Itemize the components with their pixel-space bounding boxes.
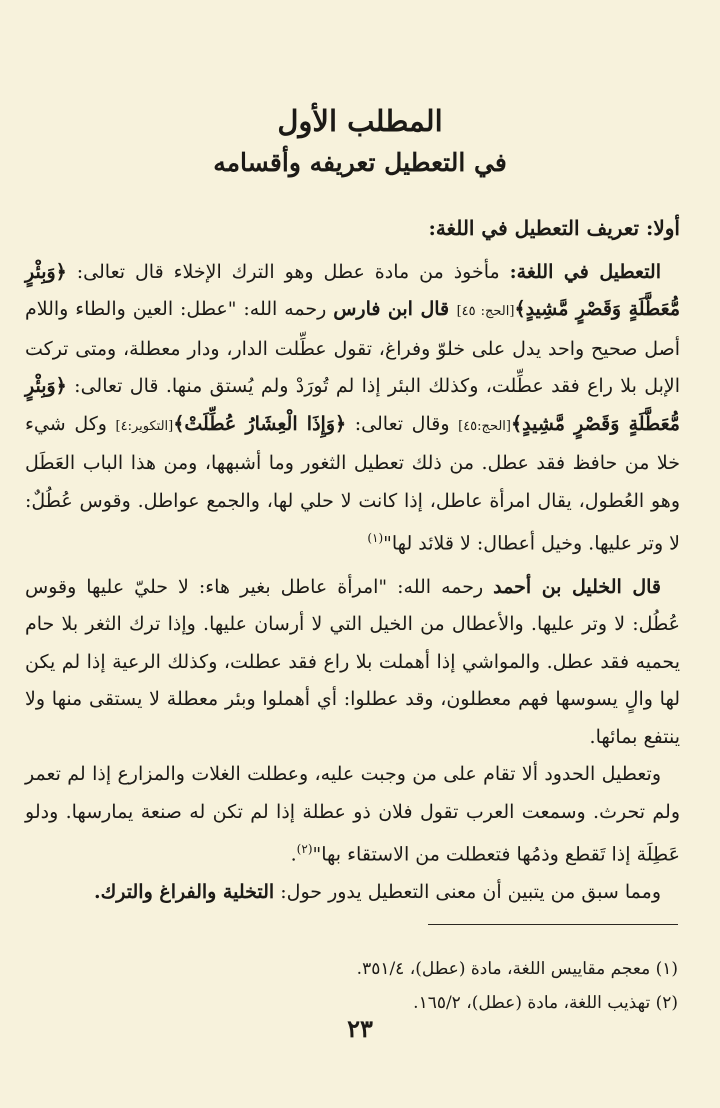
verse-reference: [الحج: ٤٥]	[456, 304, 515, 319]
chapter-subheading: في التعطيل تعريفه وأقسامه	[213, 148, 507, 177]
text-segment: وتعطيل الحدود ألا تقام على من وجبت عليه، وعطلت الغلات والمزارع إذا لم تعمر ولم تحرث. وسمعت العرب تقول فلان ذو عطلة إذا لم تكن له صنعة يمارسها. ودلو عَطِلَة إذا تَقطع وذمُها فتعطلت من الاستقاء بها"	[25, 763, 680, 866]
footnote-marker[interactable]: (٢)	[296, 842, 313, 857]
verse-reference: [الحج:٤٥]	[458, 418, 511, 434]
footnote-2: (٢) تهذيب اللغة، مادة (عطل)، ١٦٥/٢.	[413, 993, 678, 1013]
text-segment: وكل شيء خلا من حافظ فقد عطل. من ذلك تعطيل الثغور وما أشبهها، ومن هذا الباب العَطَل وهو العُطول، يقال امرأة عاطل، إذا كانت لا حلي لها، والجمع عواطل. وقوس عُطُلٌ: لا وتر عليها. وخيل أعطال: لا قلائد لها"	[25, 412, 680, 555]
footnote-1: (١) معجم مقاييس اللغة، مادة (عطل)، ٣٥١/٤.	[356, 959, 678, 979]
paragraph-lexical-definition	[25, 254, 680, 563]
conclusion-terms: التخلية والفراغ والترك.	[94, 881, 275, 904]
scholar-name: قال ابن فارس	[333, 298, 457, 320]
chapter-heading: المطلب الأول	[277, 104, 443, 138]
quran-verse: ﴿وَإِذَا الْعِشَارُ عُطِّلَتْ﴾	[173, 412, 347, 435]
text-segment: مأخوذ من مادة عطل وهو الترك الإخلاء قال تعالى:	[66, 260, 510, 283]
text-segment: رحمه الله: "امرأة عاطل بغير هاء: لا حليّ عليها وقوس عُطُل: لا وتر عليها. والأعطال من الخيل التي لا أرسان عليها. وإذا ترك الثغر بلا حام يحميه فقد عطل. والمواشي إذا أهملت بلا راع فقد عطلت، وكذلك الرعية إذا لم يكن لها والٍ يسوسها فهم معطلون، وقد عطلوا: أي أهملوا وبئر معطلة لا يستقى منها ولا ينتفع بمائها.	[25, 575, 680, 748]
quran-verse: ﴿وَبِئْرٍ مُّعَطَّلَةٍ وَقَصْرٍ مَّشِيدٍ﴾	[25, 260, 680, 320]
paragraph-khalil	[25, 569, 680, 757]
footnotes	[38, 952, 678, 1020]
paragraph-conclusion	[25, 874, 680, 912]
quran-verse: ﴿وَبِئْرٍ مُّعَطَّلَةٍ وَقَصْرٍ مَّشِيدٍ﴾	[25, 375, 680, 435]
verse-reference: [التكوير:٤]	[115, 418, 174, 434]
body-text	[25, 210, 680, 912]
footnote-divider	[428, 924, 678, 925]
section-title: أولا: تعريف التعطيل في اللغة:	[428, 216, 680, 240]
scholar-name: قال الخليل بن أحمد	[493, 575, 661, 598]
lead-term: التعطيل في اللغة:	[509, 260, 661, 283]
footnote-marker[interactable]: (١)	[367, 531, 384, 545]
text-segment: وقال تعالى:	[346, 412, 459, 435]
text-segment: ومما سبق من يتبين أن معنى التعطيل يدور حول:	[274, 881, 661, 904]
text-segment: رحمه الله: "عطل: العين والطاء واللام أصل صحيح واحد يدل على خلوّ وفراغ، تقول عطِّلت الدار، ودار معطلة، ومتى تركت الإبل بلا راع فقد عطِّلت، وكذلك البئر إذا لم تُورَدْ ولم يُستق منها. قال تعالى:	[25, 298, 680, 397]
paragraph-hudud: وتعطيل الحدود ألا تقام على من وجبت عليه، وعطلت الغلات والمزارع إذا لم تعمر ولم تحرث. وسمعت العرب تقول فلان ذو عطلة إذا لم تكن له صنعة يمارسها. ودلو عَطِلَة إذا تَقطع وذمُها فتعطلت من الاستقاء بها"$^{(٢)}$.	[25, 763, 680, 866]
page-number: ٢٣	[347, 1014, 373, 1043]
